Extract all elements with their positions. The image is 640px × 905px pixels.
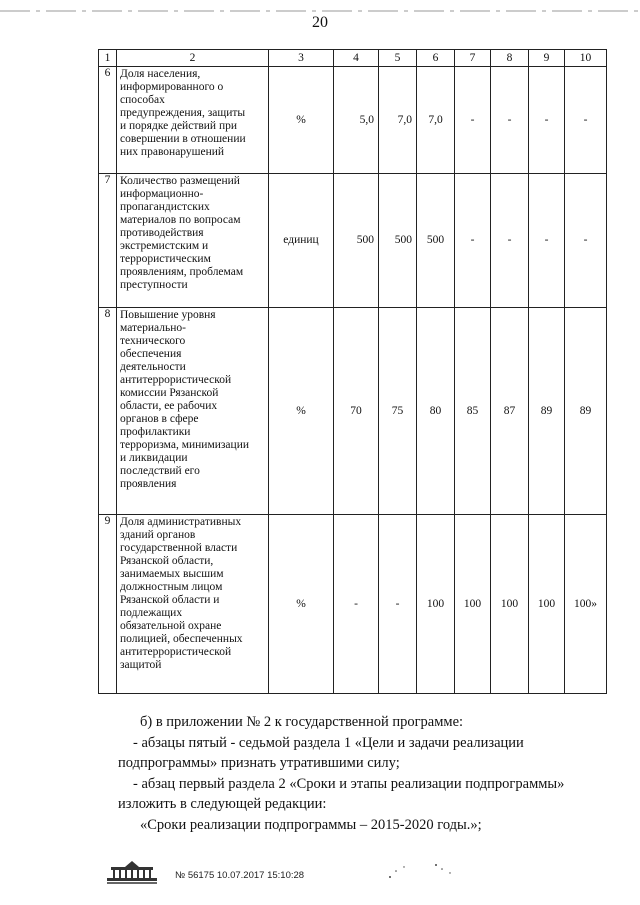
row-number: 6: [99, 67, 117, 174]
indicator-name-line: полицией, обеспеченных: [120, 633, 243, 645]
indicator-name-line: комиссии Рязанской: [120, 387, 219, 399]
value-cell: -: [455, 174, 491, 308]
indicator-name-line: обязательной охране: [120, 620, 222, 632]
value-cell: -: [379, 515, 417, 694]
paragraph: «Сроки реализации подпрограммы – 2015-2020 годы.»;: [140, 816, 482, 833]
row-number: 8: [99, 308, 117, 515]
value-cell: 500: [417, 174, 455, 308]
body-text: [118, 712, 610, 835]
indicator-name-line: информированного о: [120, 81, 224, 93]
indicator-name-line: проявлениям, проблемам: [120, 266, 244, 278]
value-cell: 89: [565, 308, 607, 515]
value-cell: 75: [379, 308, 417, 515]
value-cell: 100: [529, 515, 565, 694]
indicator-name-line: последствий его: [120, 465, 200, 477]
paragraph: изложить в следующей редакции:: [118, 796, 327, 812]
indicator-name-line: них правонарушений: [120, 146, 225, 158]
table-header-cell: 8: [491, 50, 529, 67]
indicator-name-line: материально-: [120, 322, 186, 334]
table-row: [99, 308, 607, 515]
scan-specks: [380, 855, 480, 885]
value-cell: 5,0: [334, 67, 379, 174]
indicator-name-line: предупреждения, защиты: [120, 107, 246, 119]
indicator-name-line: террористическим: [120, 253, 211, 265]
indicator-name: [117, 174, 269, 308]
indicator-name-line: деятельности: [120, 361, 186, 373]
table-header-cell: 6: [417, 50, 455, 67]
registration-stamp-text: № 56175 10.07.2017 15:10:28: [175, 870, 305, 881]
value-cell: 500: [334, 174, 379, 308]
value-cell: 100: [455, 515, 491, 694]
unit-cell: единиц: [269, 174, 334, 308]
paragraph: подпрограммы» признать утратившими силу;: [118, 755, 400, 771]
table-header-cell: 9: [529, 50, 565, 67]
value-cell: -: [491, 174, 529, 308]
indicator-name-line: преступности: [120, 279, 188, 291]
table-header-cell: 1: [99, 50, 117, 67]
indicator-name-line: государственной власти: [120, 542, 238, 554]
value-cell: 100»: [565, 515, 607, 694]
building-logo-icon: [105, 859, 159, 885]
indicator-name-line: органов в сфере: [120, 413, 199, 425]
page-number: 20: [312, 14, 328, 31]
indicator-name-line: совершении в отношении: [120, 133, 246, 145]
table-row: [99, 515, 607, 694]
indicator-name-line: занимаемых высшим: [120, 568, 224, 580]
indicator-name-line: Количество размещений: [120, 175, 240, 187]
indicator-name-line: защитой: [120, 659, 162, 671]
indicator-name-line: материалов по вопросам: [120, 214, 241, 226]
table-row: [99, 67, 607, 174]
value-cell: 7,0: [379, 67, 417, 174]
table-header-cell: 4: [334, 50, 379, 67]
indicator-name: [117, 515, 269, 694]
unit-cell: %: [269, 67, 334, 174]
indicator-name-line: и порядке действий при: [120, 120, 238, 132]
table-header-cell: 7: [455, 50, 491, 67]
value-cell: 85: [455, 308, 491, 515]
value-cell: 7,0: [417, 67, 455, 174]
indicator-name: [117, 67, 269, 174]
row-number: 7: [99, 174, 117, 308]
indicator-name-line: подлежащих: [120, 607, 183, 619]
indicator-name: [117, 308, 269, 515]
indicator-name-line: зданий органов: [120, 529, 196, 541]
paragraph: - абзацы пятый - седьмой раздела 1 «Цели и задачи реализации: [133, 734, 524, 751]
indicator-name-line: информационно-: [120, 188, 204, 200]
indicator-name-line: должностным лицом: [120, 581, 223, 593]
indicator-name-line: экстремистским и: [120, 240, 209, 252]
indicators-table: [98, 49, 607, 694]
value-cell: 70: [334, 308, 379, 515]
table-header-cell: 2: [117, 50, 269, 67]
indicator-name-line: Доля населения,: [120, 68, 201, 80]
indicator-name-line: области, ее рабочих: [120, 400, 218, 412]
indicator-name-line: Повышение уровня: [120, 309, 216, 321]
indicator-name-line: обеспечения: [120, 348, 182, 360]
value-cell: 100: [417, 515, 455, 694]
indicator-name-line: Доля административных: [120, 516, 242, 528]
table-header-cell: 10: [565, 50, 607, 67]
top-edge-line: [0, 0, 640, 3]
indicator-name-line: Рязанской области,: [120, 555, 214, 567]
value-cell: -: [455, 67, 491, 174]
paragraph: б) в приложении № 2 к государственной программе:: [140, 714, 464, 730]
value-cell: -: [529, 174, 565, 308]
value-cell: -: [565, 67, 607, 174]
indicator-name-line: противодействия: [120, 227, 204, 239]
unit-cell: %: [269, 515, 334, 694]
value-cell: 500: [379, 174, 417, 308]
indicator-name-line: проявления: [120, 478, 177, 490]
value-cell: -: [565, 174, 607, 308]
indicator-name-line: Рязанской области и: [120, 594, 220, 606]
value-cell: -: [529, 67, 565, 174]
row-number: 9: [99, 515, 117, 694]
paragraph: - абзац первый раздела 2 «Сроки и этапы реализации подпрограммы»: [133, 775, 565, 792]
table-header-row: [99, 50, 607, 67]
table-header-cell: 5: [379, 50, 417, 67]
indicator-name-line: терроризма, минимизации: [120, 439, 249, 451]
table-row: [99, 174, 607, 308]
unit-cell: %: [269, 308, 334, 515]
value-cell: 100: [491, 515, 529, 694]
value-cell: -: [491, 67, 529, 174]
indicator-name-line: технического: [120, 335, 186, 347]
indicator-name-line: антитеррористической: [120, 374, 232, 386]
value-cell: 89: [529, 308, 565, 515]
indicator-name-line: способах: [120, 94, 165, 106]
table-header-cell: 3: [269, 50, 334, 67]
indicator-name-line: и ликвидации: [120, 452, 188, 464]
value-cell: -: [334, 515, 379, 694]
value-cell: 80: [417, 308, 455, 515]
indicator-name-line: антитеррористической: [120, 646, 232, 658]
value-cell: 87: [491, 308, 529, 515]
indicator-name-line: пропагандистских: [120, 201, 210, 213]
indicator-name-line: профилактики: [120, 426, 191, 438]
